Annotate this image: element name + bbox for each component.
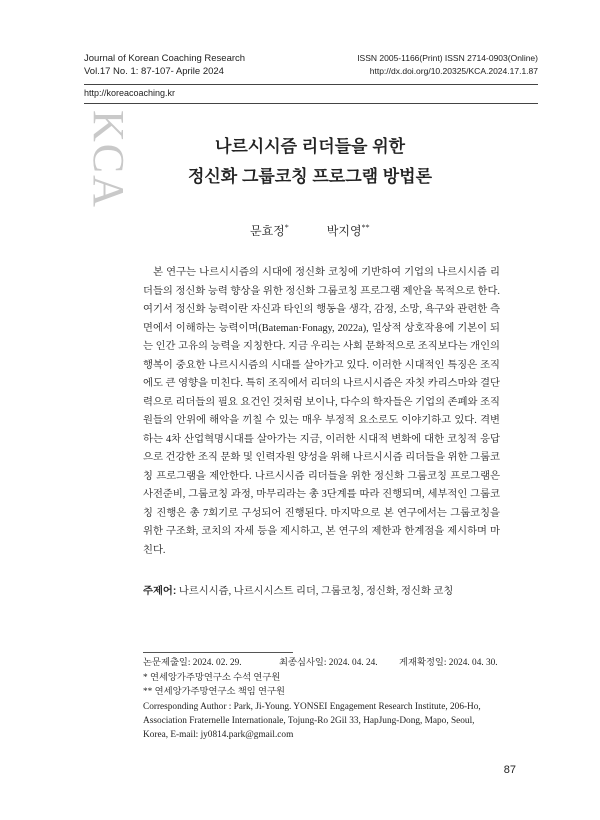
journal-header	[84, 52, 245, 78]
author-name: 박지영	[326, 224, 362, 238]
accepted-date: 게재확정일: 2024. 04. 30.	[399, 658, 498, 668]
website-link[interactable]: http://koreacoaching.kr	[84, 88, 176, 98]
title-line-2: 정신화 그룹코칭 프로그램 방법론	[187, 167, 433, 186]
author-name: 문효정	[250, 224, 285, 238]
footnote-author-1: * 연세앙가주망연구소 수석 연구원	[143, 673, 281, 683]
keywords-label: 주제어:	[143, 586, 177, 597]
author-list	[250, 222, 370, 239]
footnote-dates	[143, 657, 523, 670]
header-divider-bottom	[84, 103, 538, 104]
journal-identifiers	[357, 52, 538, 78]
author-mark: *	[284, 223, 289, 232]
kca-logo: KCA	[84, 110, 133, 209]
footnote-divider	[143, 652, 293, 653]
issn-text: ISSN 2005-1166(Print) ISSN 2714-0903(Online)	[357, 53, 538, 63]
author-2	[327, 222, 370, 239]
abstract-text: 본 연구는 나르시시즘의 시대에 정신화 코칭에 기반하여 기업의 나르시시즘 리더들의 정신화 능력 향상을 위한 정신화 그룹코칭 프로그램 제안을 목적으로 한다. 여기서 정신화 능력이란 자신과 타인의 행동을 생각, 감정, 소망, 욕구와 관련한 측면에서 이해하는 능력이며(Bateman·Fonagy, 2022a), 일상적 상호작용에 기본이 되는 인간 고유의 능력을 지칭한다. 지금 우리는 사회 문화적으로 조직보다는 개인의 행복이 중요한 나르시시즘의 시대를 살아가고 있다. 이러한 시대적인 특징은 조직에도 큰 영향을 미친다. 특히 조직에서 리더의 나르시시즘은 자칫 카리스마와 결단력으로 리더들의 필요 요건인 것처럼 보이나, 다수의 학자들은 기업의 존폐와 조직원들의 안위에 해악을 끼칠 수 있는 매우 부정적 요소로도 이야기하고 있다. 격변하는 4차 산업혁명시대를 살아가는 지금, 이러한 시대적 변화에 대한 코칭적 응답으로 건강한 조직 문화 및 인력자원 양성을 위해 나르시시즘 리더들을 위한 그룹코칭 프로그램을 제안한다. 나르시시즘 리더들을 위한 정신화 그룹코칭 프로그램은 사전준비, 그룹코칭 과정, 마무리라는 총 3단계를 따라 진행되며, 세부적인 그룹코칭 진행은 총 7회기로 구성되어 진행된다. 마지막으로 본 연구에서는 그룹코칭을 위한 구조화, 코치의 자세 등을 제시하고, 본 연구의 제한과 한계점을 제시하며 마친다.	[143, 267, 500, 556]
author-mark: **	[361, 223, 370, 232]
volume-info: Vol.17 No. 1: 87-107- Aprile 2024	[84, 66, 224, 77]
author-1	[250, 222, 289, 239]
submitted-date: 논문제출일: 2024. 02. 29.	[143, 658, 242, 668]
doi-link[interactable]: http://dx.doi.org/10.20325/KCA.2024.17.1.87	[369, 66, 538, 76]
title-line-1: 나르시시즘 리더들을 위한	[214, 137, 406, 156]
keywords-text: 나르시시즘, 나르시시스트 리더, 그룹코칭, 정신화, 정신화 코칭	[178, 586, 454, 597]
reviewed-date: 최종심사일: 2024. 04. 24.	[279, 658, 378, 668]
footnote-author-2: ** 연세앙가주망연구소 책임 연구원	[143, 687, 286, 697]
page-number: 87	[503, 764, 516, 776]
keywords	[143, 584, 500, 600]
journal-name: Journal of Korean Coaching Research	[84, 53, 246, 64]
header-divider-top	[84, 84, 538, 85]
corresponding-author: Corresponding Author : Park, Ji-Young. YONSEI Engagement Research Institute, 206-Ho, Association Fraternelle Internationale, Tojung-Ro 2Gil 33, HapJung-Dong, Mapo, Seoul, Korea, E-mail: jy0814.park@gmail.com	[143, 702, 481, 740]
